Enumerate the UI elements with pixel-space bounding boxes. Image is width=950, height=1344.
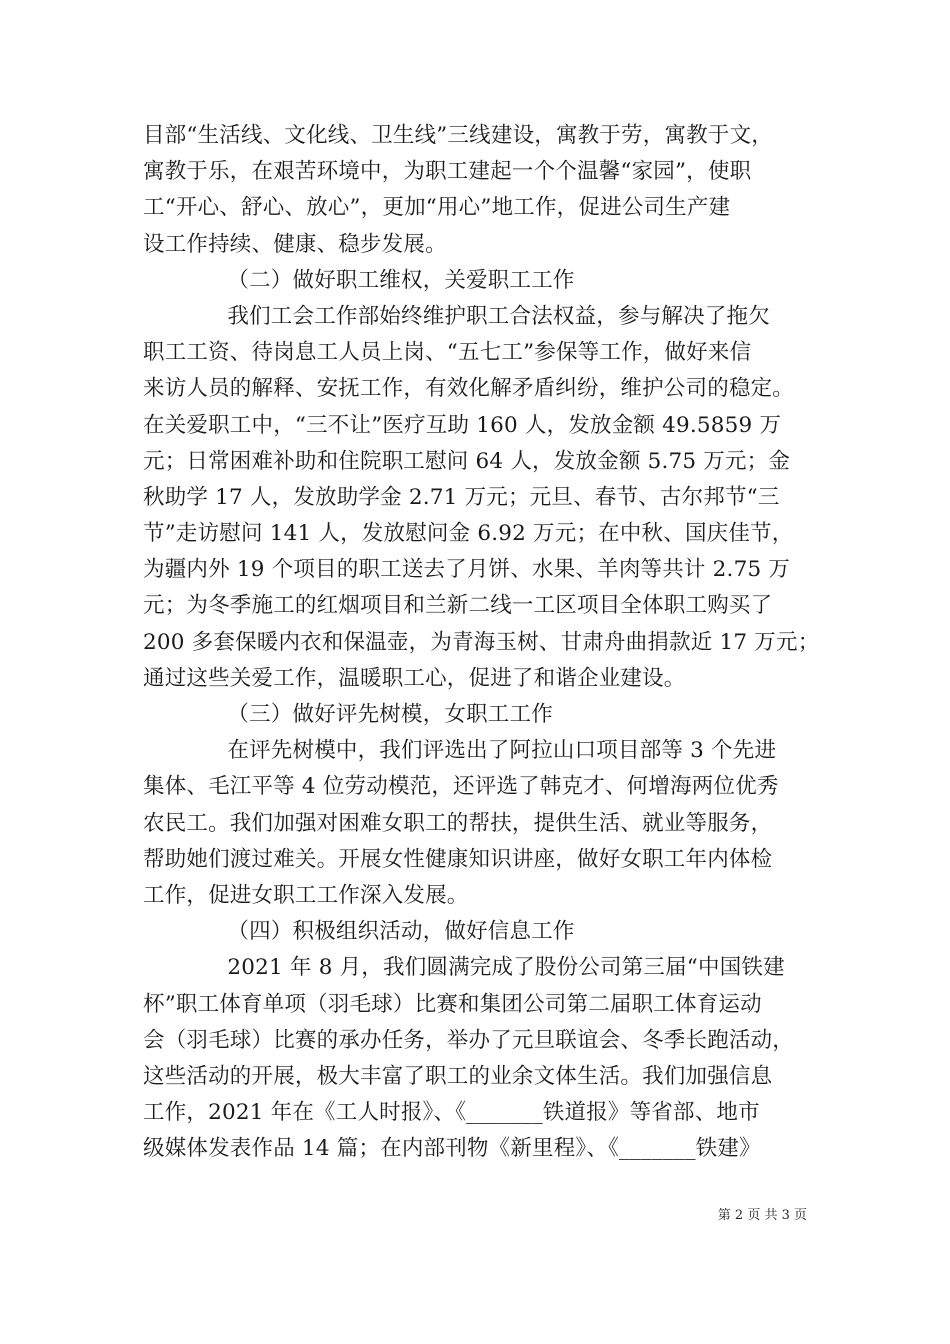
text-line: 我们工会工作部始终维护职工合法权益，参与解决了拖欠 <box>143 303 770 329</box>
text-line: 会（羽毛球）比赛的承办任务，举办了元旦联谊会、冬季长跑活动， <box>143 1027 795 1053</box>
text-line: 杯”职工体育单项（羽毛球）比赛和集团公司第二届职工体育运动 <box>143 991 762 1017</box>
text-line: 工作，2021 年在《工人时报》、《_______铁道报》等省部、地市 <box>143 1100 760 1126</box>
text-line: 200 多套保暖内衣和保温壶，为青海玉树、甘肃舟曲捐款近 17 万元； <box>143 629 820 655</box>
text-line: 在评先树模中，我们评选出了阿拉山口项目部等 3 个先进 <box>143 738 777 764</box>
text-line: 元；日常困难补助和住院职工慰问 64 人，发放金额 5.75 万元；金 <box>143 448 791 474</box>
section-heading: （三）做好评先树模，女职工工作 <box>143 702 553 727</box>
section-heading: （四）积极组织活动，做好信息工作 <box>143 919 575 945</box>
text-line: 工“开心、舒心、放心”，更加“用心”地工作，促进公司生产建 <box>143 195 731 221</box>
text-line: 2021 年 8 月，我们圆满完成了股份公司第三届“中国铁建 <box>143 955 785 981</box>
text-line: 级媒体发表作品 14 篇；在内部刊物《新里程》、《_______铁建》 <box>143 1136 761 1162</box>
text-line: 来访人员的解释、安抚工作，有效化解矛盾纠纷，维护公司的稳定。 <box>143 376 795 402</box>
text-line: 在关爱职工中，“三不让”医疗互助 160 人，发放金额 49.5859 万 <box>143 412 782 438</box>
text-line: 设工作持续、健康、稳步发展。 <box>143 231 447 257</box>
text-line: 农民工。我们加强对困难女职工的帮扶，提供生活、就业等服务， <box>143 810 773 836</box>
text-line: 元；为冬季施工的红烟项目和兰新二线一工区项目全体职工购买了 <box>143 593 773 619</box>
text-line: 节”走访慰问 141 人，发放慰问金 6.92 万元；在中秋、国庆佳节， <box>143 521 794 547</box>
page-number: 第 2 页 共 3 页 <box>717 1208 807 1223</box>
section-heading: （二）做好职工维权，关爱职工工作 <box>143 267 575 293</box>
text-line: 帮助她们渡过难关。开展女性健康知识讲座，做好女职工年内体检 <box>143 846 773 872</box>
text-line: 工作，促进女职工工作深入发展。 <box>143 882 469 908</box>
text-line: 集体、毛江平等 4 位劳动模范，还评选了韩克才、何增海两位优秀 <box>143 774 779 800</box>
text-line: 目部“生活线、文化线、卫生线”三线建设，寓教于劳，寓教于文， <box>143 123 773 148</box>
text-line: 通过这些关爱工作，温暖职工心，促进了和谐企业建设。 <box>143 665 686 691</box>
text-line: 寓教于乐，在艰苦环境中，为职工建起一个个温馨“家园”，使职 <box>143 159 752 185</box>
text-line: 秋助学 17 人，发放助学金 2.71 万元；元旦、春节、古尔邦节“三 <box>143 484 780 510</box>
text-line: 职工工资、待岗息工人员上岗、“五七工”参保等工作，做好来信 <box>143 340 752 366</box>
text-line: 这些活动的开展，极大丰富了职工的业余文体生活。我们加强信息 <box>143 1063 773 1089</box>
text-line: 为疆内外 19 个项目的职工送去了月饼、水果、羊肉等共计 2.75 万 <box>143 557 791 583</box>
document-body <box>143 118 823 1167</box>
